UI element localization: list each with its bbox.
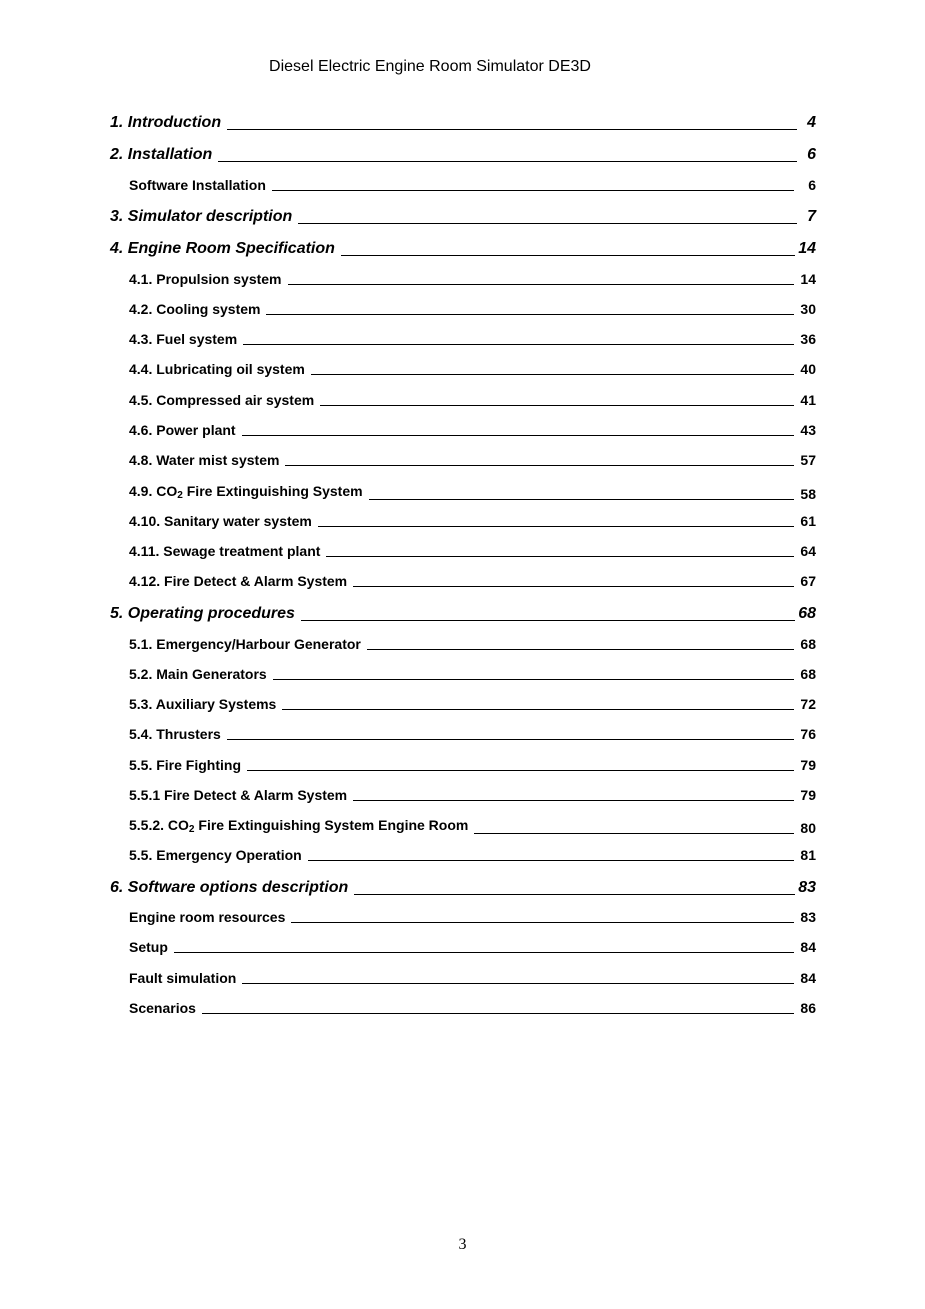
toc-entry-label: 4.8. Water mist system bbox=[129, 452, 280, 468]
toc-entry-label: 4.2. Cooling system bbox=[129, 301, 261, 317]
toc-page-number: 4 bbox=[807, 114, 816, 131]
toc-subsection-entry[interactable] bbox=[129, 788, 816, 802]
toc-subsection-entry[interactable] bbox=[129, 1001, 816, 1015]
toc-section-entry[interactable] bbox=[110, 147, 816, 163]
toc-entry-label: 5.4. Thrusters bbox=[129, 726, 221, 742]
toc-entry-label: 4.6. Power plant bbox=[129, 422, 236, 438]
toc-leader-line bbox=[474, 833, 794, 834]
toc-page-number: 80 bbox=[800, 820, 816, 837]
toc-leader-line bbox=[272, 190, 794, 191]
toc-page-number: 72 bbox=[800, 696, 816, 712]
toc-entry-label: 5.1. Emergency/Harbour Generator bbox=[129, 636, 361, 652]
toc-entry-label: 5.5.1 Fire Detect & Alarm System bbox=[129, 787, 348, 803]
toc-page-number: 30 bbox=[800, 301, 816, 317]
toc-leader-line bbox=[243, 344, 794, 345]
toc-subsection-entry[interactable] bbox=[129, 362, 816, 376]
toc-subsection-entry[interactable] bbox=[129, 544, 816, 558]
toc-page-number: 84 bbox=[800, 939, 816, 955]
toc-entry-label: Software Installation bbox=[129, 177, 266, 193]
toc-page-number: 57 bbox=[800, 452, 816, 468]
toc-entry-label: 5.5. Fire Fighting bbox=[129, 757, 242, 773]
toc-leader-line bbox=[308, 860, 794, 861]
toc-subsection-entry[interactable] bbox=[129, 697, 816, 711]
toc-entry-label: 4.9. $CO_2$ Fire Extinguishing System bbox=[129, 483, 363, 502]
toc-leader-line bbox=[242, 983, 794, 984]
toc-page-number: 6 bbox=[807, 146, 816, 163]
toc-subsection-entry[interactable] bbox=[129, 302, 816, 316]
toc-subsection-entry[interactable] bbox=[129, 332, 816, 346]
toc-subsection-entry[interactable] bbox=[129, 667, 816, 681]
document-header-title: Diesel Electric Engine Room Simulator DE3D bbox=[269, 58, 591, 75]
toc-page-number: 14 bbox=[800, 271, 816, 287]
toc-leader-line bbox=[353, 800, 794, 801]
toc-entry-label: 4.12. Fire Detect & Alarm System bbox=[129, 573, 348, 589]
toc-entry-label: 3. Simulator description bbox=[110, 208, 293, 225]
toc-page-number: 67 bbox=[800, 573, 816, 589]
toc-subsection-entry[interactable] bbox=[129, 637, 816, 651]
toc-subsection-entry[interactable] bbox=[129, 178, 816, 192]
toc-entry-label: 5.5. Emergency Operation bbox=[129, 847, 302, 863]
toc-entry-label: 1. Introduction bbox=[110, 114, 222, 131]
toc-subsection-entry[interactable] bbox=[129, 758, 816, 772]
toc-leader-line bbox=[266, 314, 794, 315]
toc-subsection-entry[interactable] bbox=[129, 574, 816, 588]
toc-leader-line bbox=[282, 709, 794, 710]
toc-section-entry[interactable] bbox=[110, 209, 816, 225]
toc-leader-line bbox=[318, 526, 794, 527]
toc-section-entry[interactable] bbox=[110, 880, 816, 896]
toc-entry-label: 4.3. Fuel system bbox=[129, 331, 238, 347]
toc-entry-label: 4. Engine Room Specification bbox=[110, 240, 335, 257]
toc-page-number: 79 bbox=[800, 757, 816, 773]
toc-page-number: 86 bbox=[800, 1000, 816, 1016]
toc-leader-line bbox=[218, 161, 797, 162]
toc-page-number: 68 bbox=[800, 666, 816, 682]
toc-leader-line bbox=[341, 255, 795, 256]
toc-leader-line bbox=[227, 739, 794, 740]
toc-leader-line bbox=[320, 405, 794, 406]
toc-leader-line bbox=[285, 465, 794, 466]
toc-entry-label: 5.3. Auxiliary Systems bbox=[129, 696, 277, 712]
toc-page-number: 41 bbox=[800, 392, 816, 408]
toc-entry-label: Setup bbox=[129, 939, 168, 955]
toc-page-number: 40 bbox=[800, 361, 816, 377]
toc-leader-line bbox=[227, 129, 797, 130]
toc-entry-label: 2. Installation bbox=[110, 146, 213, 163]
toc-leader-line bbox=[298, 223, 797, 224]
toc-entry-label: Engine room resources bbox=[129, 909, 286, 925]
toc-page-number: 68 bbox=[798, 605, 816, 622]
toc-page-number: 79 bbox=[800, 787, 816, 803]
toc-subsection-entry[interactable] bbox=[129, 727, 816, 741]
toc-page-number: 14 bbox=[798, 240, 816, 257]
toc-leader-line bbox=[301, 620, 795, 621]
toc-leader-line bbox=[311, 374, 794, 375]
toc-entry-label: Fault simulation bbox=[129, 970, 237, 986]
toc-page-number: 64 bbox=[800, 543, 816, 559]
toc-subsection-entry[interactable] bbox=[129, 393, 816, 407]
toc-entry-label: 4.4. Lubricating oil system bbox=[129, 361, 305, 377]
toc-page-number: 68 bbox=[800, 636, 816, 652]
toc-section-entry[interactable] bbox=[110, 115, 816, 131]
toc-page-number: 76 bbox=[800, 726, 816, 742]
toc-leader-line bbox=[247, 770, 794, 771]
toc-subsection-entry[interactable] bbox=[129, 272, 816, 286]
toc-subsection-entry[interactable] bbox=[129, 423, 816, 437]
toc-entry-label: 4.11. Sewage treatment plant bbox=[129, 543, 321, 559]
page-number: 3 bbox=[458, 1236, 467, 1253]
toc-subsection-entry[interactable] bbox=[129, 818, 816, 835]
toc-page-number: 43 bbox=[800, 422, 816, 438]
toc-leader-line bbox=[326, 556, 794, 557]
toc-entry-label: 5.5.2. $CO_2$ Fire Extinguishing System Engine Room bbox=[129, 817, 469, 836]
toc-leader-line bbox=[273, 679, 794, 680]
toc-entry-label: 4.5. Compressed air system bbox=[129, 392, 315, 408]
toc-leader-line bbox=[242, 435, 794, 436]
toc-page-number: 58 bbox=[800, 486, 816, 503]
toc-leader-line bbox=[353, 586, 794, 587]
toc-subsection-entry[interactable] bbox=[129, 484, 816, 501]
toc-leader-line bbox=[202, 1013, 794, 1014]
toc-subsection-entry[interactable] bbox=[129, 848, 816, 862]
toc-section-entry[interactable] bbox=[110, 606, 816, 622]
toc-page-number: 7 bbox=[807, 208, 816, 225]
toc-entry-label: Scenarios bbox=[129, 1000, 196, 1016]
toc-entry-label: 5. Operating procedures bbox=[110, 605, 295, 622]
toc-page-number: 81 bbox=[800, 847, 816, 863]
toc-subsection-entry[interactable] bbox=[129, 971, 816, 985]
toc-page-number: 83 bbox=[798, 879, 816, 896]
toc-leader-line bbox=[174, 952, 794, 953]
toc-page-number: 83 bbox=[800, 909, 816, 925]
toc-subsection-entry[interactable] bbox=[129, 940, 816, 954]
toc-leader-line bbox=[367, 649, 794, 650]
toc-entry-label: 4.1. Propulsion system bbox=[129, 271, 282, 287]
toc-leader-line bbox=[369, 499, 794, 500]
toc-page-number: 36 bbox=[800, 331, 816, 347]
toc-subsection-entry[interactable] bbox=[129, 453, 816, 467]
toc-subsection-entry[interactable] bbox=[129, 514, 816, 528]
toc-entry-label: 5.2. Main Generators bbox=[129, 666, 267, 682]
toc-subsection-entry[interactable] bbox=[129, 910, 816, 924]
toc-page-number: 84 bbox=[800, 970, 816, 986]
toc-leader-line bbox=[288, 284, 795, 285]
toc-leader-line bbox=[354, 894, 795, 895]
toc-entry-label: 6. Software options description bbox=[110, 879, 349, 896]
toc-entry-label: 4.10. Sanitary water system bbox=[129, 513, 312, 529]
toc-leader-line bbox=[291, 922, 794, 923]
toc-page-number: 61 bbox=[800, 513, 816, 529]
toc-section-entry[interactable] bbox=[110, 241, 816, 257]
toc-page-number: 6 bbox=[808, 177, 816, 193]
